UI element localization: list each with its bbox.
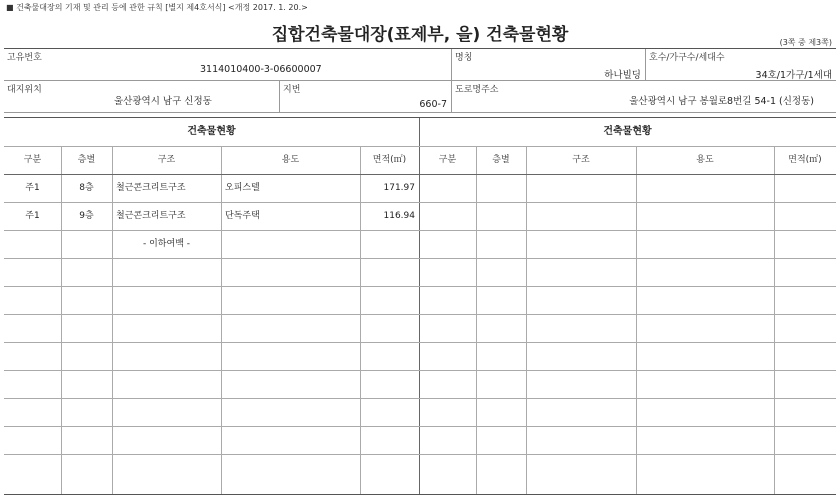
- col-header-area: 면적(㎡): [372, 155, 407, 165]
- location-value: 울산광역시 남구 신정동: [114, 96, 212, 107]
- col-header-use: 용도: [281, 155, 300, 165]
- grid-line: [636, 146, 637, 494]
- road-value: 울산광역시 남구 봉월로8번길 54-1 (신정동): [629, 96, 814, 107]
- info-block: [4, 48, 836, 113]
- grid-line: [526, 146, 527, 494]
- grid-line: [476, 146, 477, 494]
- info-row-1: [4, 49, 836, 81]
- end-of-list-note: - 이하여백 -: [143, 239, 190, 249]
- col-header-type: 구분: [23, 155, 42, 165]
- units-cell: [646, 49, 836, 81]
- cell-floor: 9층: [79, 211, 94, 221]
- col-header-type: 구분: [438, 155, 457, 165]
- col-header-floor: 층별: [77, 155, 96, 165]
- col-header-use: 용도: [696, 155, 714, 165]
- building-status-table: [4, 117, 836, 495]
- name-value: 하나빌딩: [604, 70, 641, 81]
- lot-value: 660-7: [419, 99, 447, 110]
- units-value: 34호/1가구/1세대: [755, 70, 832, 81]
- road-cell: [452, 81, 836, 113]
- unique-no-cell: [4, 49, 452, 81]
- location-cell: [4, 81, 280, 113]
- col-header-structure: 구조: [572, 155, 590, 165]
- cell-structure: 철근콘크리트구조: [116, 183, 186, 193]
- unique-no-label: 고유번호: [7, 53, 42, 63]
- info-row-2: [4, 81, 836, 113]
- form-note: ■ 건축물대장의 기재 및 관리 등에 관한 규칙 [별지 제4호서식] <개정 2017. 1. 20.>: [6, 3, 308, 12]
- grid-line: [4, 454, 836, 455]
- grid-line: [4, 426, 836, 427]
- location-label: 대지위치: [7, 85, 42, 95]
- units-label: 호수/가구수/세대수: [649, 53, 725, 63]
- cell-area: 116.94: [383, 211, 415, 221]
- grid-line: [4, 370, 836, 371]
- section-title-left: 건축물현황: [187, 126, 236, 137]
- name-cell: [452, 49, 646, 81]
- lot-label: 지번: [283, 85, 301, 95]
- col-header-floor: 층별: [492, 155, 510, 165]
- cell-type: 주1: [25, 183, 40, 193]
- cell-use: 단독주택: [225, 211, 260, 221]
- grid-line: [4, 314, 836, 315]
- cell-type: 주1: [25, 211, 40, 221]
- cell-floor: 8층: [79, 183, 94, 193]
- unique-no-value: 3114010400-3-06600007: [200, 64, 322, 75]
- col-header-area: 면적(㎡): [788, 155, 822, 165]
- grid-line: [4, 398, 836, 399]
- cell-area: 171.97: [383, 183, 415, 193]
- lot-cell: [280, 81, 452, 113]
- cell-use: 오피스텔: [225, 183, 260, 193]
- page-title: 집합건축물대장(표제부, 을) 건축물현황: [271, 25, 569, 45]
- name-label: 명칭: [455, 53, 473, 63]
- section-title-right: 건축물현황: [603, 126, 652, 137]
- cell-structure: 철근콘크리트구조: [116, 211, 186, 221]
- grid-line: [4, 342, 836, 343]
- grid-line: [4, 286, 836, 287]
- road-label: 도로명주소: [455, 85, 499, 95]
- col-header-structure: 구조: [157, 155, 176, 165]
- grid-line: [774, 146, 775, 494]
- page-count: (3쪽 중 제3쪽): [779, 38, 832, 47]
- grid-line: [4, 258, 836, 259]
